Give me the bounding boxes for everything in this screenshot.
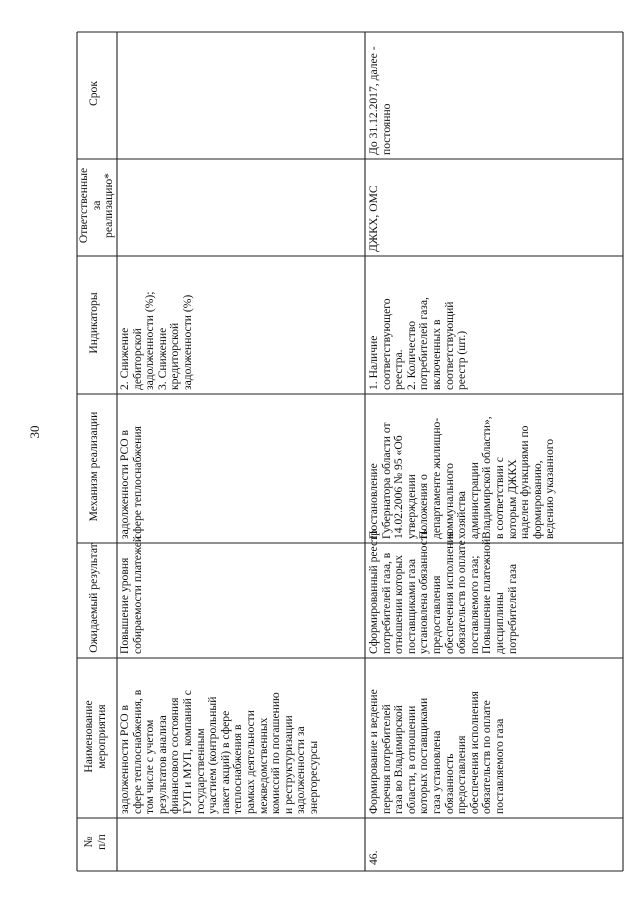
header-result: Ожидаемый результат	[87, 543, 100, 653]
page-number: 30	[27, 425, 42, 439]
header-deadline: Срок	[87, 81, 100, 106]
header-number: № п/п	[82, 834, 108, 850]
header-responsible: Ответственные за реализацию*	[77, 167, 116, 244]
row2-deadline: До 31.12.2017, далее - постоянно	[367, 46, 393, 155]
row2-indicators: 1. Наличие соответствующего реестра. 2. Количество потребителей газа, включенных в соответствующий реестр (шт.)	[367, 297, 469, 390]
row2-number: 46.	[367, 850, 380, 865]
row2-result: Сформированный реестр потребителей газа, в отношении которых поставщиками газа установлена обязанность предоставления обеспечения исполнения обязательств по оплате поставляемого газа; Повышение платежной дисциплины потребителей газа	[367, 529, 519, 654]
row2-name: Формирование и ведение перечня потребителей газа во Владимирской области, в отношении которых поставщиками газа установлена обязанность предоставления обеспечения исполнения обязательств по оплате поставляемого газа	[367, 689, 506, 814]
header-mechanism: Механизм реализации	[87, 411, 100, 522]
row2-mechanism: Постановление Губернатора области от 14.02.2006 № 95 «Об утверждении Положения о департаменте жилищно- коммунального хозяйства администрации Владимирской области», в соответствии с которым ДЖКХ наделен функциями по формированию, ведению указанного	[367, 416, 557, 539]
row1-result: Повышение уровня собираемости платежей	[118, 535, 144, 654]
header-indicators: Индикаторы	[87, 292, 100, 354]
row2-responsible: ДЖКХ, ОМС	[367, 185, 380, 252]
row1-mechanism: задолженности РСО в сфере теплоснабжения	[118, 426, 144, 539]
header-name: Наименование мероприятия	[82, 700, 108, 773]
row1-name: задолженности РСО в сфере теплоснабжения, в том числе с учетом результатов анализа финансового состояния ГУП и МУП, компаний с государственным участием (контрольный пакет акций) в сфере теплоснабжения в рамках деятельности межведомственных комиссий по погашению и реструктуризации задолженности за энергоресурсы	[118, 689, 320, 814]
row1-indicators: 2. Снижение дебиторской задолженности (%); 3. Снижение кредиторской задолженности (%)	[118, 291, 194, 390]
